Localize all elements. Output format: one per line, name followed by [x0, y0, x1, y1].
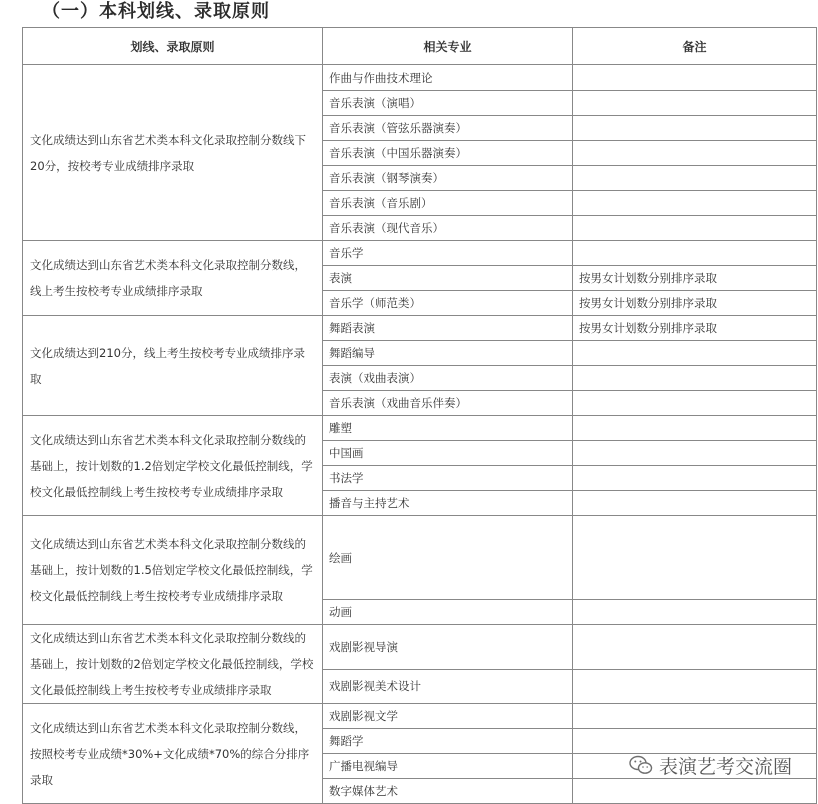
major-cell: 广播电视编导 — [323, 754, 573, 779]
major-cell: 动画 — [323, 600, 573, 625]
note-cell — [573, 166, 817, 191]
major-cell: 音乐表演（中国乐器演奏） — [323, 141, 573, 166]
note-cell — [573, 779, 817, 804]
major-cell: 音乐表演（管弦乐器演奏） — [323, 116, 573, 141]
major-cell: 表演 — [323, 266, 573, 291]
major-cell: 中国画 — [323, 441, 573, 466]
major-cell: 雕塑 — [323, 416, 573, 441]
note-cell: 按男女计划数分别排序录取 — [573, 316, 817, 341]
major-cell: 音乐表演（演唱） — [323, 91, 573, 116]
major-cell: 绘画 — [323, 516, 573, 600]
major-cell: 音乐学（师范类） — [323, 291, 573, 316]
note-cell — [573, 65, 817, 91]
note-cell — [573, 441, 817, 466]
admission-rules-table — [22, 27, 817, 804]
major-cell: 表演（戏曲表演） — [323, 366, 573, 391]
major-cell: 音乐表演（戏曲音乐伴奏） — [323, 391, 573, 416]
rule-cell: 文化成绩达到山东省艺术类本科文化录取控制分数线下20分，按校考专业成绩排序录取 — [23, 65, 323, 241]
note-cell — [573, 466, 817, 491]
note-cell — [573, 116, 817, 141]
table-row — [23, 241, 817, 266]
major-cell: 戏剧影视美术设计 — [323, 669, 573, 703]
note-cell — [573, 729, 817, 754]
major-cell: 舞蹈表演 — [323, 316, 573, 341]
major-cell: 书法学 — [323, 466, 573, 491]
note-cell — [573, 625, 817, 670]
note-cell — [573, 91, 817, 116]
note-cell — [573, 704, 817, 729]
note-cell — [573, 416, 817, 441]
major-cell: 舞蹈编导 — [323, 341, 573, 366]
major-cell: 播音与主持艺术 — [323, 491, 573, 516]
watermark — [629, 752, 792, 779]
note-cell — [573, 366, 817, 391]
table-row — [23, 65, 817, 91]
major-cell: 音乐表演（音乐剧） — [323, 191, 573, 216]
major-cell: 音乐表演（钢琴演奏） — [323, 166, 573, 191]
major-cell: 音乐学 — [323, 241, 573, 266]
note-cell — [573, 216, 817, 241]
table-row — [23, 704, 817, 729]
major-cell: 作曲与作曲技术理论 — [323, 65, 573, 91]
note-cell — [573, 191, 817, 216]
header-major: 相关专业 — [323, 28, 573, 65]
table-row — [23, 416, 817, 441]
table-row — [23, 516, 817, 600]
rule-cell: 文化成绩达到山东省艺术类本科文化录取控制分数线的基础上，按计划数的1.2倍划定学校文化最低控制线，学校文化最低控制线上考生按校考专业成绩排序录取 — [23, 416, 323, 516]
rule-cell: 文化成绩达到山东省艺术类本科文化录取控制分数线的基础上，按计划数的2倍划定学校文化最低控制线，学校文化最低控制线上考生按校考专业成绩排序录取 — [23, 625, 323, 704]
note-cell — [573, 241, 817, 266]
note-cell: 按男女计划数分别排序录取 — [573, 266, 817, 291]
note-cell — [573, 491, 817, 516]
note-cell — [573, 341, 817, 366]
rule-cell: 文化成绩达到山东省艺术类本科文化录取控制分数线，线上考生按校考专业成绩排序录取 — [23, 241, 323, 316]
note-cell: 按男女计划数分别排序录取 — [573, 291, 817, 316]
note-cell — [573, 600, 817, 625]
rule-cell: 文化成绩达到山东省艺术类本科文化录取控制分数线的基础上，按计划数的1.5倍划定学校文化最低控制线，学校文化最低控制线上考生按校考专业成绩排序录取 — [23, 516, 323, 625]
note-cell — [573, 391, 817, 416]
wechat-icon — [629, 755, 653, 777]
rule-cell: 文化成绩达到山东省艺术类本科文化录取控制分数线，按照校考专业成绩*30%+文化成绩*70%的综合分排序录取 — [23, 704, 323, 804]
rule-cell: 文化成绩达到210分，线上考生按校考专业成绩排序录取 — [23, 316, 323, 416]
major-cell: 舞蹈学 — [323, 729, 573, 754]
major-cell: 戏剧影视导演 — [323, 625, 573, 670]
page-title: （一）本科划线、录取原则 — [42, 1, 270, 22]
note-cell — [573, 516, 817, 600]
table-row — [23, 316, 817, 341]
note-cell — [573, 141, 817, 166]
table-header-row — [23, 28, 817, 65]
major-cell: 戏剧影视文学 — [323, 704, 573, 729]
table-row — [23, 625, 817, 670]
major-cell: 数字媒体艺术 — [323, 779, 573, 804]
header-rule: 划线、录取原则 — [23, 28, 323, 65]
header-note: 备注 — [573, 28, 817, 65]
major-cell: 音乐表演（现代音乐） — [323, 216, 573, 241]
watermark-text: 表演艺考交流圈 — [658, 756, 792, 778]
note-cell — [573, 669, 817, 703]
